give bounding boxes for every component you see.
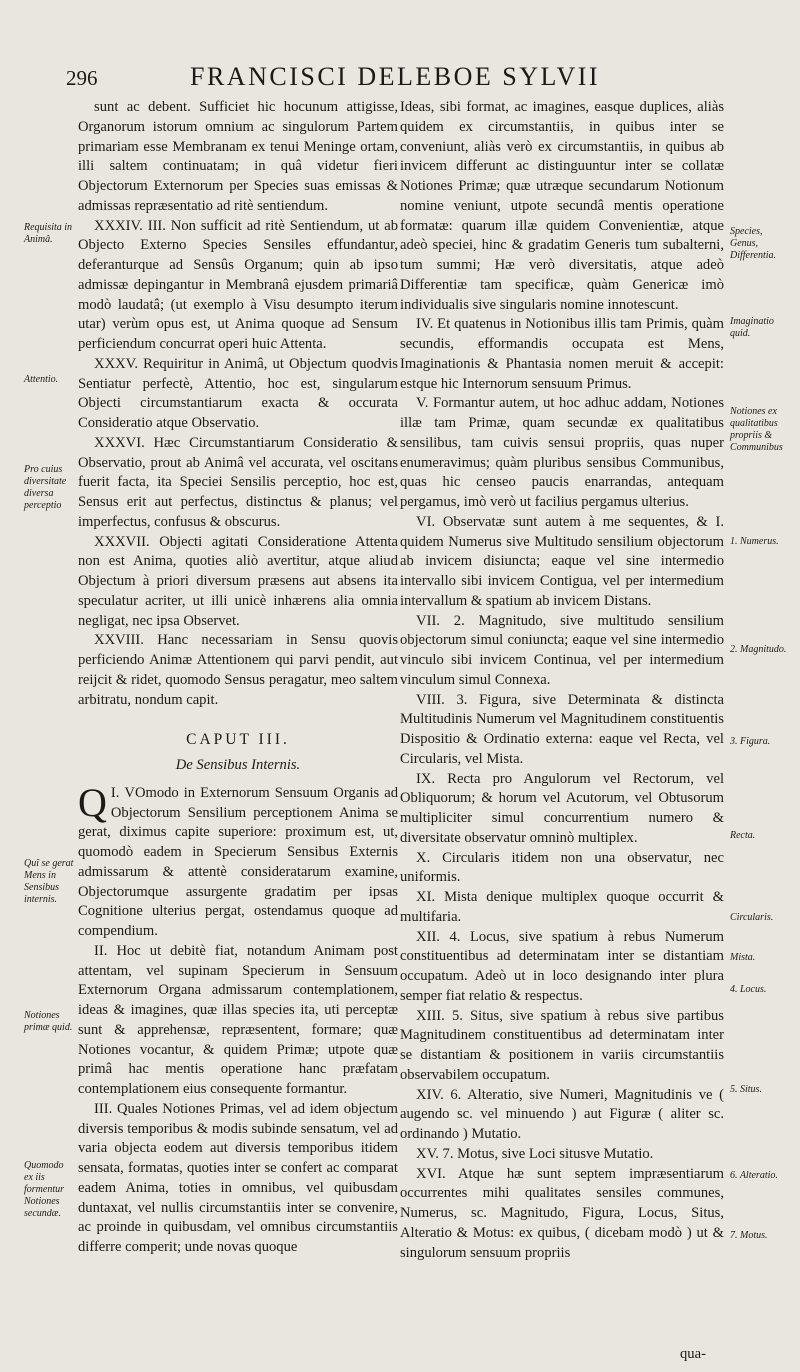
margin-note-right: 1. Numerus. xyxy=(730,536,779,547)
margin-note-right: Mista. xyxy=(730,952,756,963)
left-paragraph: XXXVII. Objecti agitati Consideratione Attenta non est Anima, quoties aliò avertitur, atque aliud Objectum à priori diversum præsens aut absens ita speculatur acriter, ut illi unicè inhærens alia omnia negligat, nec ipsa Observet. xyxy=(78,533,398,629)
right-paragraph: V. Formantur autem, ut hoc adhuc addam, Notiones illæ tam Primæ, quam secundæ ex qualitatibus sensilibus, tam cuivis sensui propriis, quas nuper enumeravimus; quàm pluribus sensibus Communibus, quas hic censeo paucis enarrandas, antequam pergamus, imò verò ut facilius pergamus ulterius. xyxy=(400,395,724,510)
margin-note-left: Attentio. xyxy=(24,374,59,385)
left-paragraph: XXXIV. III. Non sufficit ad ritè Sentiendum, ut ab Objecto Externo Species Sensiles effundantur, deferanturque ad Sensûs Organum; quin ab ipso admissæ depingantur in Membranâ ejusdem primariâ modò laudatâ; (ut exemplo à Visu desumpto iterum utar) verùm opus est, ut Anima quoque ad Sensum perficiendum concurrat operi huic Attenta. xyxy=(78,217,398,352)
page-number: 296 xyxy=(66,66,98,90)
right-text-column xyxy=(400,98,724,1263)
paragraph-number: I. xyxy=(110,784,120,801)
right-paragraph: VI. Observatæ sunt autem à me sequentes, & I. quidem Numerus sive Multitudo sensilium objectorum ab invicem disiuncta; eaque vel sine intermedio intervallo sibi invicem Contigua, vel per intermedium intervallum & spatium ab invicem Distans. xyxy=(400,513,724,609)
opening-text: VOmodo in Externorum Sensuum Organis ad Objectorum Sensilium perceptionem Anima se gerat, diximus capite superiore: proximum est, ut, quomodò eadem in Specierum Sensibus Externis admissarum & attentè consideratarum examine, Objectorumque assurgente gradatim per ipsas Cognitione ulterius pergat, ostendamus quoque ad compendium. xyxy=(78,784,398,939)
margin-note-right: 3. Figura. xyxy=(730,736,771,747)
margin-note-left: Quî se gerat Mens in Sensibus internis. xyxy=(24,858,74,905)
right-paragraph: XI. Mista denique multiplex quoque occurrit & multifaria. xyxy=(400,889,724,925)
left-text-column xyxy=(78,98,398,1258)
right-paragraph: IV. Et quatenus in Notionibus illis tam Primis, quàm secundis, efformandis occupata est Mens, Imaginationis & Phantasia nomen meruit & accepit: estque hic Internorum sensuum Primus. xyxy=(400,316,724,392)
running-title: FRANCISCI DELEBOE SYLVII xyxy=(190,62,601,91)
chapter-heading: CAPUT III. xyxy=(186,731,290,749)
right-paragraph: XVI. Atque hæ sunt septem impræsentiarum occurrentes mihi qualitates sensiles communes, Numerus, sc. Magnitudo, Figura, Locus, Situs, Alteratio & Motus: ex quibus, ( dicebam modò ) ut & singulorum sensuum propriis xyxy=(400,1165,724,1261)
chapter-subtitle: De Sensibus Internis. xyxy=(175,757,301,773)
margin-note-right: 6. Alteratio. xyxy=(730,1170,778,1181)
margin-note-left: Notiones primæ quid. xyxy=(24,1010,73,1033)
right-paragraph: IX. Recta pro Angulorum vel Rectorum, vel Obliquorum; & horum vel Acutorum, vel Obtusorum multipliciter simul concurrentium numero & diversitate observatur omninò multiplex. xyxy=(400,770,724,846)
margin-note-left: Quomodo ex iis formentur Notiones secundæ. xyxy=(24,1160,64,1219)
margin-note-right: 5. Situs. xyxy=(730,1084,762,1095)
right-paragraph: Ideas, sibi format, ac imagines, easque duplices, aliàs quidem ex circumstantiis, in quibus inter se conveniunt, aliàs verò ex circumstantiis, in quibus ab invicem differunt ac distinguuntur inter se collatæ Notiones Primæ; quæ utræque secundarum Notionum nomine veniunt, utpote secundâ mentis operatione formatæ: quarum illæ quidem Convenientiæ, atque adeò speciei, hinc & gradatim Generis tum subalterni, tum summi; Hæ verò diversitatis, atque adeò Differentiæ tam specificæ, quàm Genericæ imò individualis sive singularis nomine innotescunt. xyxy=(400,99,724,313)
left-paragraph: II. Hoc ut debitè fiat, notandum Animam post attentam, vel supinam Specierum in Sensuum Externorum Organa admissarum contemplationem, ideas & imagines, quæ illas species ita, uti perceptæ sunt & apprehensæ, repræsentent, formare; quæ Notiones vocantur, & quidem Primæ; utpote quæ primâ hac mentis operatione hanc præfatam contemplationem eius consequente formantur. xyxy=(78,942,398,1097)
page-header xyxy=(0,60,800,96)
left-paragraph: XXVIII. Hanc necessariam in Sensu quovis perficiendo Animæ Attentionem qui parvi pendit, aut reijcit & ridet, quomodo Sensus peragatur, meo saltem arbitratu, nondum capit. xyxy=(78,632,398,708)
margin-note-left: Requisita in Animâ. xyxy=(24,222,73,245)
opening-paragraph xyxy=(78,779,398,942)
right-paragraph: XIII. 5. Situs, sive spatium à rebus sive partibus Magnitudinem constituentibus ad determinatam inter se distantiam & positionem in variis circumstantiis observabilem occupatum. xyxy=(400,1007,724,1083)
margin-note-right: Imaginatio quid. xyxy=(730,316,774,339)
left-paragraph: sunt ac debent. Sufficiet hic hocunum attigisse, Organorum istorum omnium ac singulorum Partem primariam esse Membranam ex tenui Meninge ortam, illi saltem continuatam; in quâ videtur fieri Objectorum Externorum per Species suas emissas & admissas repræsentatio ad ritè sentiendum. xyxy=(78,99,398,214)
margin-note-right: 2. Magnitudo. xyxy=(730,644,787,655)
right-paragraph: X. Circularis itidem non una observatur, nec uniformis. xyxy=(400,849,724,886)
margin-note-right: Recta. xyxy=(730,830,756,841)
right-paragraph: XIV. 6. Alteratio, sive Numeri, Magnitudinis ve ( augendo sc. vel minuendo ) aut Figuræ ( aliter sc. ordinando ) Mutatio. xyxy=(400,1086,724,1142)
margin-note-right: 7. Motus. xyxy=(730,1230,768,1241)
right-paragraph: XV. 7. Motus, sive Loci situsve Mutatio. xyxy=(416,1145,654,1162)
left-paragraph: XXXV. Requiritur in Animâ, ut Objectum quodvis Sentiatur perfectè, Attentio, hoc est, singularum Objecti circumstantiarum exacta & occurata Consideratio atque Observatio. xyxy=(78,355,398,431)
drop-cap-letter: Q xyxy=(78,779,107,825)
margin-note-right: 4. Locus. xyxy=(730,984,767,995)
right-paragraph: VII. 2. Magnitudo, sive multitudo sensilium objectorum simul coniuncta; eaque vel sine intermedio vinculo sibi invicem Continua, vel per intermedium vinculum simul Connexa. xyxy=(400,612,724,688)
margin-note-right: Species, Genus, Differentia. xyxy=(730,226,777,261)
margin-note-left: Pro cuius diversitate diversa perceptio xyxy=(24,464,67,511)
right-paragraph: VIII. 3. Figura, sive Determinata & distincta Multitudinis Numerum vel Magnitudinem constituentis Dispositio & Ordinatio externa: eaque vel Recta, vel Circularis, vel Mista. xyxy=(400,691,724,767)
left-paragraph: XXXVI. Hæc Circumstantiarum Consideratio & Observatio, prout ab Animâ vel accurata, vel oscitans fuerit facta, ita Speciei Sensilis perceptio, hoc est, Sensus erit aut perfectus, distinctus & planus; vel imperfectus, confusus & obscurus. xyxy=(78,434,398,530)
left-paragraph: III. Quales Notiones Primas, vel ad idem objectum diversis temporibus & modis subinde sensatum, vel ad varia objecta eodem aut diversis temporibus itidem sensata, formatas, quoties inter se confert ac comparat eadem Anima, toties in omnibus, vel quibusdam duntaxat, vel nullis circumstantiis inter se convenire, ac proinde in quibusdam, vel omnibus circumstantiis differre comperit; unde novas quoque xyxy=(78,1100,398,1255)
right-paragraph: XII. 4. Locus, sive spatium à rebus Numerum constituentibus ad determinatam inter se distantiam occupatum. Adeò ut in loco designando inter plura semper fiat relatio & respectus. xyxy=(400,928,724,1004)
catchword: qua- xyxy=(680,1346,706,1362)
margin-note-right: Notiones ex qualitatibus propriis & Communibus xyxy=(730,406,783,453)
margin-note-right: Circularis. xyxy=(730,912,774,923)
